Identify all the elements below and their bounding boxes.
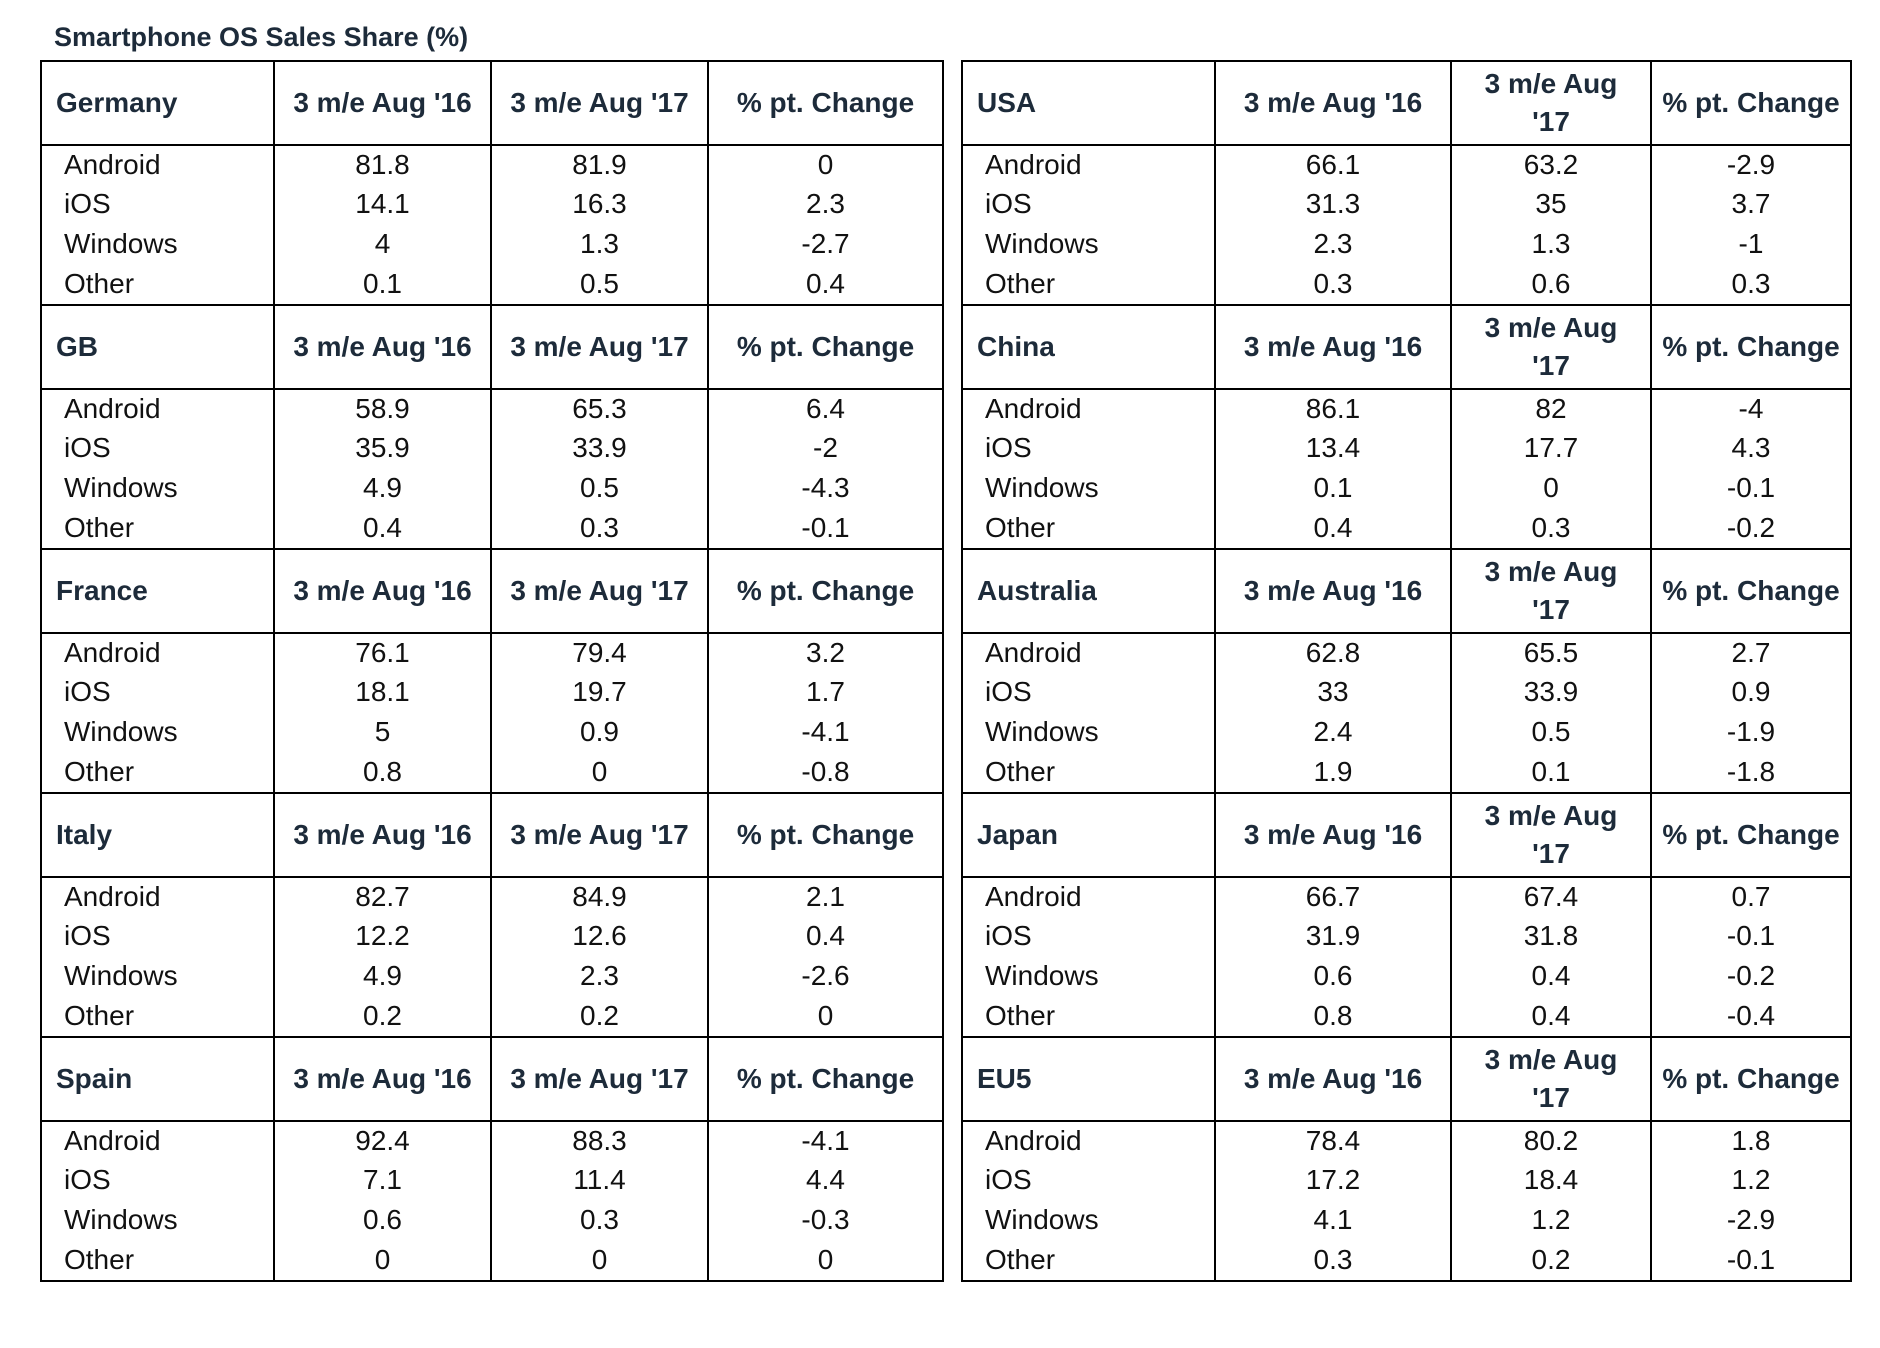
os-label: Android: [41, 633, 274, 672]
table-row: [41, 672, 943, 712]
os-label: iOS: [962, 428, 1215, 468]
table-row: [41, 264, 943, 305]
value-cell: 65.5: [1451, 633, 1651, 672]
table-row: [962, 956, 1851, 996]
value-cell: 0.2: [491, 996, 708, 1037]
value-cell: 0.4: [1451, 956, 1651, 996]
column-header: % pt. Change: [1651, 61, 1851, 145]
value-cell: 0.8: [274, 752, 491, 793]
value-cell: 0.9: [1651, 672, 1851, 712]
value-cell: 0: [274, 1240, 491, 1281]
region-header-row: [962, 1037, 1851, 1121]
value-cell: 62.8: [1215, 633, 1451, 672]
value-cell: 18.4: [1451, 1160, 1651, 1200]
value-cell: 0.4: [708, 916, 943, 956]
table-row: [962, 672, 1851, 712]
value-cell: 92.4: [274, 1121, 491, 1160]
value-cell: 2.3: [491, 956, 708, 996]
os-label: Other: [962, 996, 1215, 1037]
value-cell: 31.8: [1451, 916, 1651, 956]
table-row: [962, 468, 1851, 508]
value-cell: 19.7: [491, 672, 708, 712]
table-row: [41, 508, 943, 549]
value-cell: 0.4: [274, 508, 491, 549]
column-header: 3 m/e Aug '16: [1215, 61, 1451, 145]
os-label: Windows: [962, 1200, 1215, 1240]
column-header-line: 3 m/e Aug: [1484, 68, 1618, 99]
table-row: [962, 508, 1851, 549]
table-row: [962, 428, 1851, 468]
value-cell: 0.8: [1215, 996, 1451, 1037]
column-header: [1451, 305, 1651, 389]
value-cell: 31.3: [1215, 184, 1451, 224]
os-label: iOS: [41, 184, 274, 224]
column-header: % pt. Change: [1651, 1037, 1851, 1121]
os-label: Android: [962, 877, 1215, 916]
region-name: Japan: [962, 793, 1215, 877]
value-cell: 2.7: [1651, 633, 1851, 672]
table-row: [962, 264, 1851, 305]
value-cell: 1.2: [1651, 1160, 1851, 1200]
value-cell: -0.8: [708, 752, 943, 793]
value-cell: 2.3: [1215, 224, 1451, 264]
value-cell: 0.1: [1215, 468, 1451, 508]
table-row: [962, 184, 1851, 224]
value-cell: 4.3: [1651, 428, 1851, 468]
value-cell: 82: [1451, 389, 1651, 428]
table-row: [41, 712, 943, 752]
region-header-row: [41, 793, 943, 877]
column-header-line: 3 m/e Aug: [1484, 312, 1618, 343]
table-row: [962, 1121, 1851, 1160]
table-row: [41, 428, 943, 468]
value-cell: 12.6: [491, 916, 708, 956]
value-cell: 7.1: [274, 1160, 491, 1200]
region-name: Spain: [41, 1037, 274, 1121]
value-cell: -4: [1651, 389, 1851, 428]
os-label: Other: [41, 1240, 274, 1281]
value-cell: -2.9: [1651, 1200, 1851, 1240]
table-row: [41, 1160, 943, 1200]
region-name: EU5: [962, 1037, 1215, 1121]
value-cell: 1.3: [1451, 224, 1651, 264]
value-cell: 1.8: [1651, 1121, 1851, 1160]
table-row: [962, 752, 1851, 793]
column-header: % pt. Change: [1651, 793, 1851, 877]
os-label: Windows: [962, 956, 1215, 996]
value-cell: 3.7: [1651, 184, 1851, 224]
table-row: [41, 184, 943, 224]
column-header-line: '17: [1532, 1082, 1570, 1113]
region-header-row: [962, 61, 1851, 145]
os-label: iOS: [41, 1160, 274, 1200]
region-name: France: [41, 549, 274, 633]
value-cell: 1.2: [1451, 1200, 1651, 1240]
value-cell: 0.5: [491, 468, 708, 508]
column-header-line: '17: [1532, 350, 1570, 381]
os-label: Other: [962, 1240, 1215, 1281]
table-row: [41, 1121, 943, 1160]
value-cell: 82.7: [274, 877, 491, 916]
value-cell: 0.3: [1651, 264, 1851, 305]
table-row: [962, 1240, 1851, 1281]
os-label: iOS: [41, 428, 274, 468]
value-cell: 78.4: [1215, 1121, 1451, 1160]
value-cell: 1.9: [1215, 752, 1451, 793]
value-cell: -0.4: [1651, 996, 1851, 1037]
os-label: iOS: [962, 1160, 1215, 1200]
column-header: 3 m/e Aug '16: [1215, 305, 1451, 389]
column-header: 3 m/e Aug '16: [1215, 793, 1451, 877]
value-cell: 0.1: [274, 264, 491, 305]
column-header: 3 m/e Aug '16: [274, 1037, 491, 1121]
value-cell: 35.9: [274, 428, 491, 468]
column-header: % pt. Change: [1651, 549, 1851, 633]
value-cell: 65.3: [491, 389, 708, 428]
right-sales-table: [961, 60, 1852, 1282]
value-cell: 0.4: [708, 264, 943, 305]
value-cell: 16.3: [491, 184, 708, 224]
os-label: iOS: [962, 916, 1215, 956]
value-cell: 0.3: [491, 508, 708, 549]
column-header-line: 3 m/e Aug: [1484, 800, 1618, 831]
column-header: 3 m/e Aug '17: [491, 61, 708, 145]
value-cell: 33: [1215, 672, 1451, 712]
region-name: Australia: [962, 549, 1215, 633]
page-title: Smartphone OS Sales Share (%): [54, 22, 469, 52]
os-label: Android: [962, 389, 1215, 428]
value-cell: 31.9: [1215, 916, 1451, 956]
value-cell: 0.5: [491, 264, 708, 305]
os-label: Other: [962, 508, 1215, 549]
table-row: [41, 1240, 943, 1281]
value-cell: 0: [1451, 468, 1651, 508]
table-row: [962, 1200, 1851, 1240]
table-row: [41, 224, 943, 264]
region-header-row: [962, 793, 1851, 877]
value-cell: 0.3: [491, 1200, 708, 1240]
value-cell: 17.2: [1215, 1160, 1451, 1200]
table-row: [962, 1160, 1851, 1200]
column-header: 3 m/e Aug '16: [1215, 549, 1451, 633]
column-header: 3 m/e Aug '17: [491, 549, 708, 633]
os-label: Other: [41, 508, 274, 549]
value-cell: 66.1: [1215, 145, 1451, 184]
value-cell: 2.4: [1215, 712, 1451, 752]
left-sales-table: [40, 60, 944, 1282]
value-cell: 33.9: [1451, 672, 1651, 712]
value-cell: 4.9: [274, 956, 491, 996]
os-label: iOS: [41, 916, 274, 956]
os-label: Windows: [962, 712, 1215, 752]
column-header: % pt. Change: [708, 305, 943, 389]
os-label: Android: [41, 145, 274, 184]
os-label: Windows: [41, 956, 274, 996]
column-header: 3 m/e Aug '17: [491, 1037, 708, 1121]
column-header-line: '17: [1532, 838, 1570, 869]
value-cell: 0.3: [1451, 508, 1651, 549]
value-cell: -0.3: [708, 1200, 943, 1240]
os-label: Android: [962, 1121, 1215, 1160]
table-row: [962, 877, 1851, 916]
table-row: [41, 389, 943, 428]
os-label: Windows: [41, 1200, 274, 1240]
column-header: 3 m/e Aug '16: [274, 305, 491, 389]
value-cell: -2: [708, 428, 943, 468]
value-cell: 35: [1451, 184, 1651, 224]
value-cell: -0.1: [1651, 468, 1851, 508]
os-label: Other: [962, 752, 1215, 793]
table-row: [41, 877, 943, 916]
column-header: [1451, 1037, 1651, 1121]
table-row: [41, 996, 943, 1037]
column-header: 3 m/e Aug '16: [274, 61, 491, 145]
table-row: [962, 916, 1851, 956]
value-cell: 33.9: [491, 428, 708, 468]
region-name: USA: [962, 61, 1215, 145]
value-cell: 79.4: [491, 633, 708, 672]
value-cell: 0.3: [1215, 1240, 1451, 1281]
value-cell: 88.3: [491, 1121, 708, 1160]
value-cell: 4.1: [1215, 1200, 1451, 1240]
table-row: [41, 752, 943, 793]
region-name: Italy: [41, 793, 274, 877]
os-label: Android: [962, 145, 1215, 184]
os-label: Other: [962, 264, 1215, 305]
region-name: China: [962, 305, 1215, 389]
value-cell: 81.9: [491, 145, 708, 184]
value-cell: 0.3: [1215, 264, 1451, 305]
os-label: iOS: [962, 184, 1215, 224]
table-row: [41, 633, 943, 672]
region-header-row: [41, 61, 943, 145]
value-cell: -0.1: [708, 508, 943, 549]
value-cell: -0.1: [1651, 1240, 1851, 1281]
os-label: Android: [962, 633, 1215, 672]
value-cell: 0: [708, 996, 943, 1037]
value-cell: 58.9: [274, 389, 491, 428]
os-label: Windows: [41, 468, 274, 508]
region-header-row: [41, 1037, 943, 1121]
column-header-line: 3 m/e Aug: [1484, 556, 1618, 587]
os-label: Windows: [962, 468, 1215, 508]
column-header: % pt. Change: [708, 793, 943, 877]
value-cell: 11.4: [491, 1160, 708, 1200]
table-row: [41, 956, 943, 996]
value-cell: -2.7: [708, 224, 943, 264]
column-header: % pt. Change: [1651, 305, 1851, 389]
value-cell: 63.2: [1451, 145, 1651, 184]
value-cell: 4: [274, 224, 491, 264]
value-cell: 2.1: [708, 877, 943, 916]
column-header: 3 m/e Aug '16: [1215, 1037, 1451, 1121]
table-row: [962, 145, 1851, 184]
value-cell: 0.4: [1215, 508, 1451, 549]
value-cell: 1.7: [708, 672, 943, 712]
table-row: [962, 389, 1851, 428]
column-header-line: '17: [1532, 594, 1570, 625]
region-header-row: [41, 305, 943, 389]
value-cell: 0: [491, 1240, 708, 1281]
value-cell: 0.2: [274, 996, 491, 1037]
column-header: 3 m/e Aug '17: [491, 305, 708, 389]
value-cell: -0.1: [1651, 916, 1851, 956]
value-cell: -2.6: [708, 956, 943, 996]
column-header: % pt. Change: [708, 1037, 943, 1121]
table-row: [41, 145, 943, 184]
os-label: iOS: [41, 672, 274, 712]
region-name: Germany: [41, 61, 274, 145]
column-header: % pt. Change: [708, 549, 943, 633]
table-row: [41, 916, 943, 956]
value-cell: -0.2: [1651, 956, 1851, 996]
value-cell: 0: [708, 145, 943, 184]
value-cell: 13.4: [1215, 428, 1451, 468]
value-cell: 0.7: [1651, 877, 1851, 916]
value-cell: -4.1: [708, 712, 943, 752]
value-cell: 67.4: [1451, 877, 1651, 916]
value-cell: 14.1: [274, 184, 491, 224]
os-label: Windows: [41, 712, 274, 752]
value-cell: 5: [274, 712, 491, 752]
os-label: Windows: [962, 224, 1215, 264]
value-cell: 6.4: [708, 389, 943, 428]
os-label: Other: [41, 996, 274, 1037]
value-cell: 4.9: [274, 468, 491, 508]
value-cell: -4.1: [708, 1121, 943, 1160]
value-cell: 66.7: [1215, 877, 1451, 916]
value-cell: 2.3: [708, 184, 943, 224]
os-label: Android: [41, 1121, 274, 1160]
value-cell: 0.5: [1451, 712, 1651, 752]
column-header: [1451, 793, 1651, 877]
value-cell: 84.9: [491, 877, 708, 916]
value-cell: -1.9: [1651, 712, 1851, 752]
value-cell: 0.9: [491, 712, 708, 752]
os-label: Windows: [41, 224, 274, 264]
value-cell: 80.2: [1451, 1121, 1651, 1160]
value-cell: 0.2: [1451, 1240, 1651, 1281]
value-cell: 18.1: [274, 672, 491, 712]
region-header-row: [962, 549, 1851, 633]
column-header: % pt. Change: [708, 61, 943, 145]
value-cell: -1.8: [1651, 752, 1851, 793]
value-cell: 0.4: [1451, 996, 1651, 1037]
os-label: Android: [41, 877, 274, 916]
table-row: [962, 712, 1851, 752]
os-label: Other: [41, 264, 274, 305]
region-name: GB: [41, 305, 274, 389]
table-row: [962, 996, 1851, 1037]
column-header: [1451, 61, 1651, 145]
value-cell: 17.7: [1451, 428, 1651, 468]
table-row: [962, 224, 1851, 264]
table-row: [41, 468, 943, 508]
value-cell: 81.8: [274, 145, 491, 184]
column-header: 3 m/e Aug '17: [491, 793, 708, 877]
os-label: iOS: [962, 672, 1215, 712]
value-cell: 3.2: [708, 633, 943, 672]
value-cell: -0.2: [1651, 508, 1851, 549]
value-cell: -2.9: [1651, 145, 1851, 184]
value-cell: 0: [491, 752, 708, 793]
value-cell: 0.6: [1451, 264, 1651, 305]
table-row: [962, 633, 1851, 672]
table-row: [41, 1200, 943, 1240]
region-header-row: [962, 305, 1851, 389]
value-cell: 0: [708, 1240, 943, 1281]
column-header: 3 m/e Aug '16: [274, 793, 491, 877]
value-cell: 1.3: [491, 224, 708, 264]
value-cell: 12.2: [274, 916, 491, 956]
os-label: Android: [41, 389, 274, 428]
value-cell: -4.3: [708, 468, 943, 508]
value-cell: 0.6: [274, 1200, 491, 1240]
column-header-line: '17: [1532, 106, 1570, 137]
column-header: [1451, 549, 1651, 633]
region-header-row: [41, 549, 943, 633]
os-label: Other: [41, 752, 274, 793]
value-cell: 86.1: [1215, 389, 1451, 428]
value-cell: 0.6: [1215, 956, 1451, 996]
column-header-line: 3 m/e Aug: [1484, 1044, 1618, 1075]
value-cell: -1: [1651, 224, 1851, 264]
value-cell: 4.4: [708, 1160, 943, 1200]
value-cell: 0.1: [1451, 752, 1651, 793]
column-header: 3 m/e Aug '16: [274, 549, 491, 633]
value-cell: 76.1: [274, 633, 491, 672]
